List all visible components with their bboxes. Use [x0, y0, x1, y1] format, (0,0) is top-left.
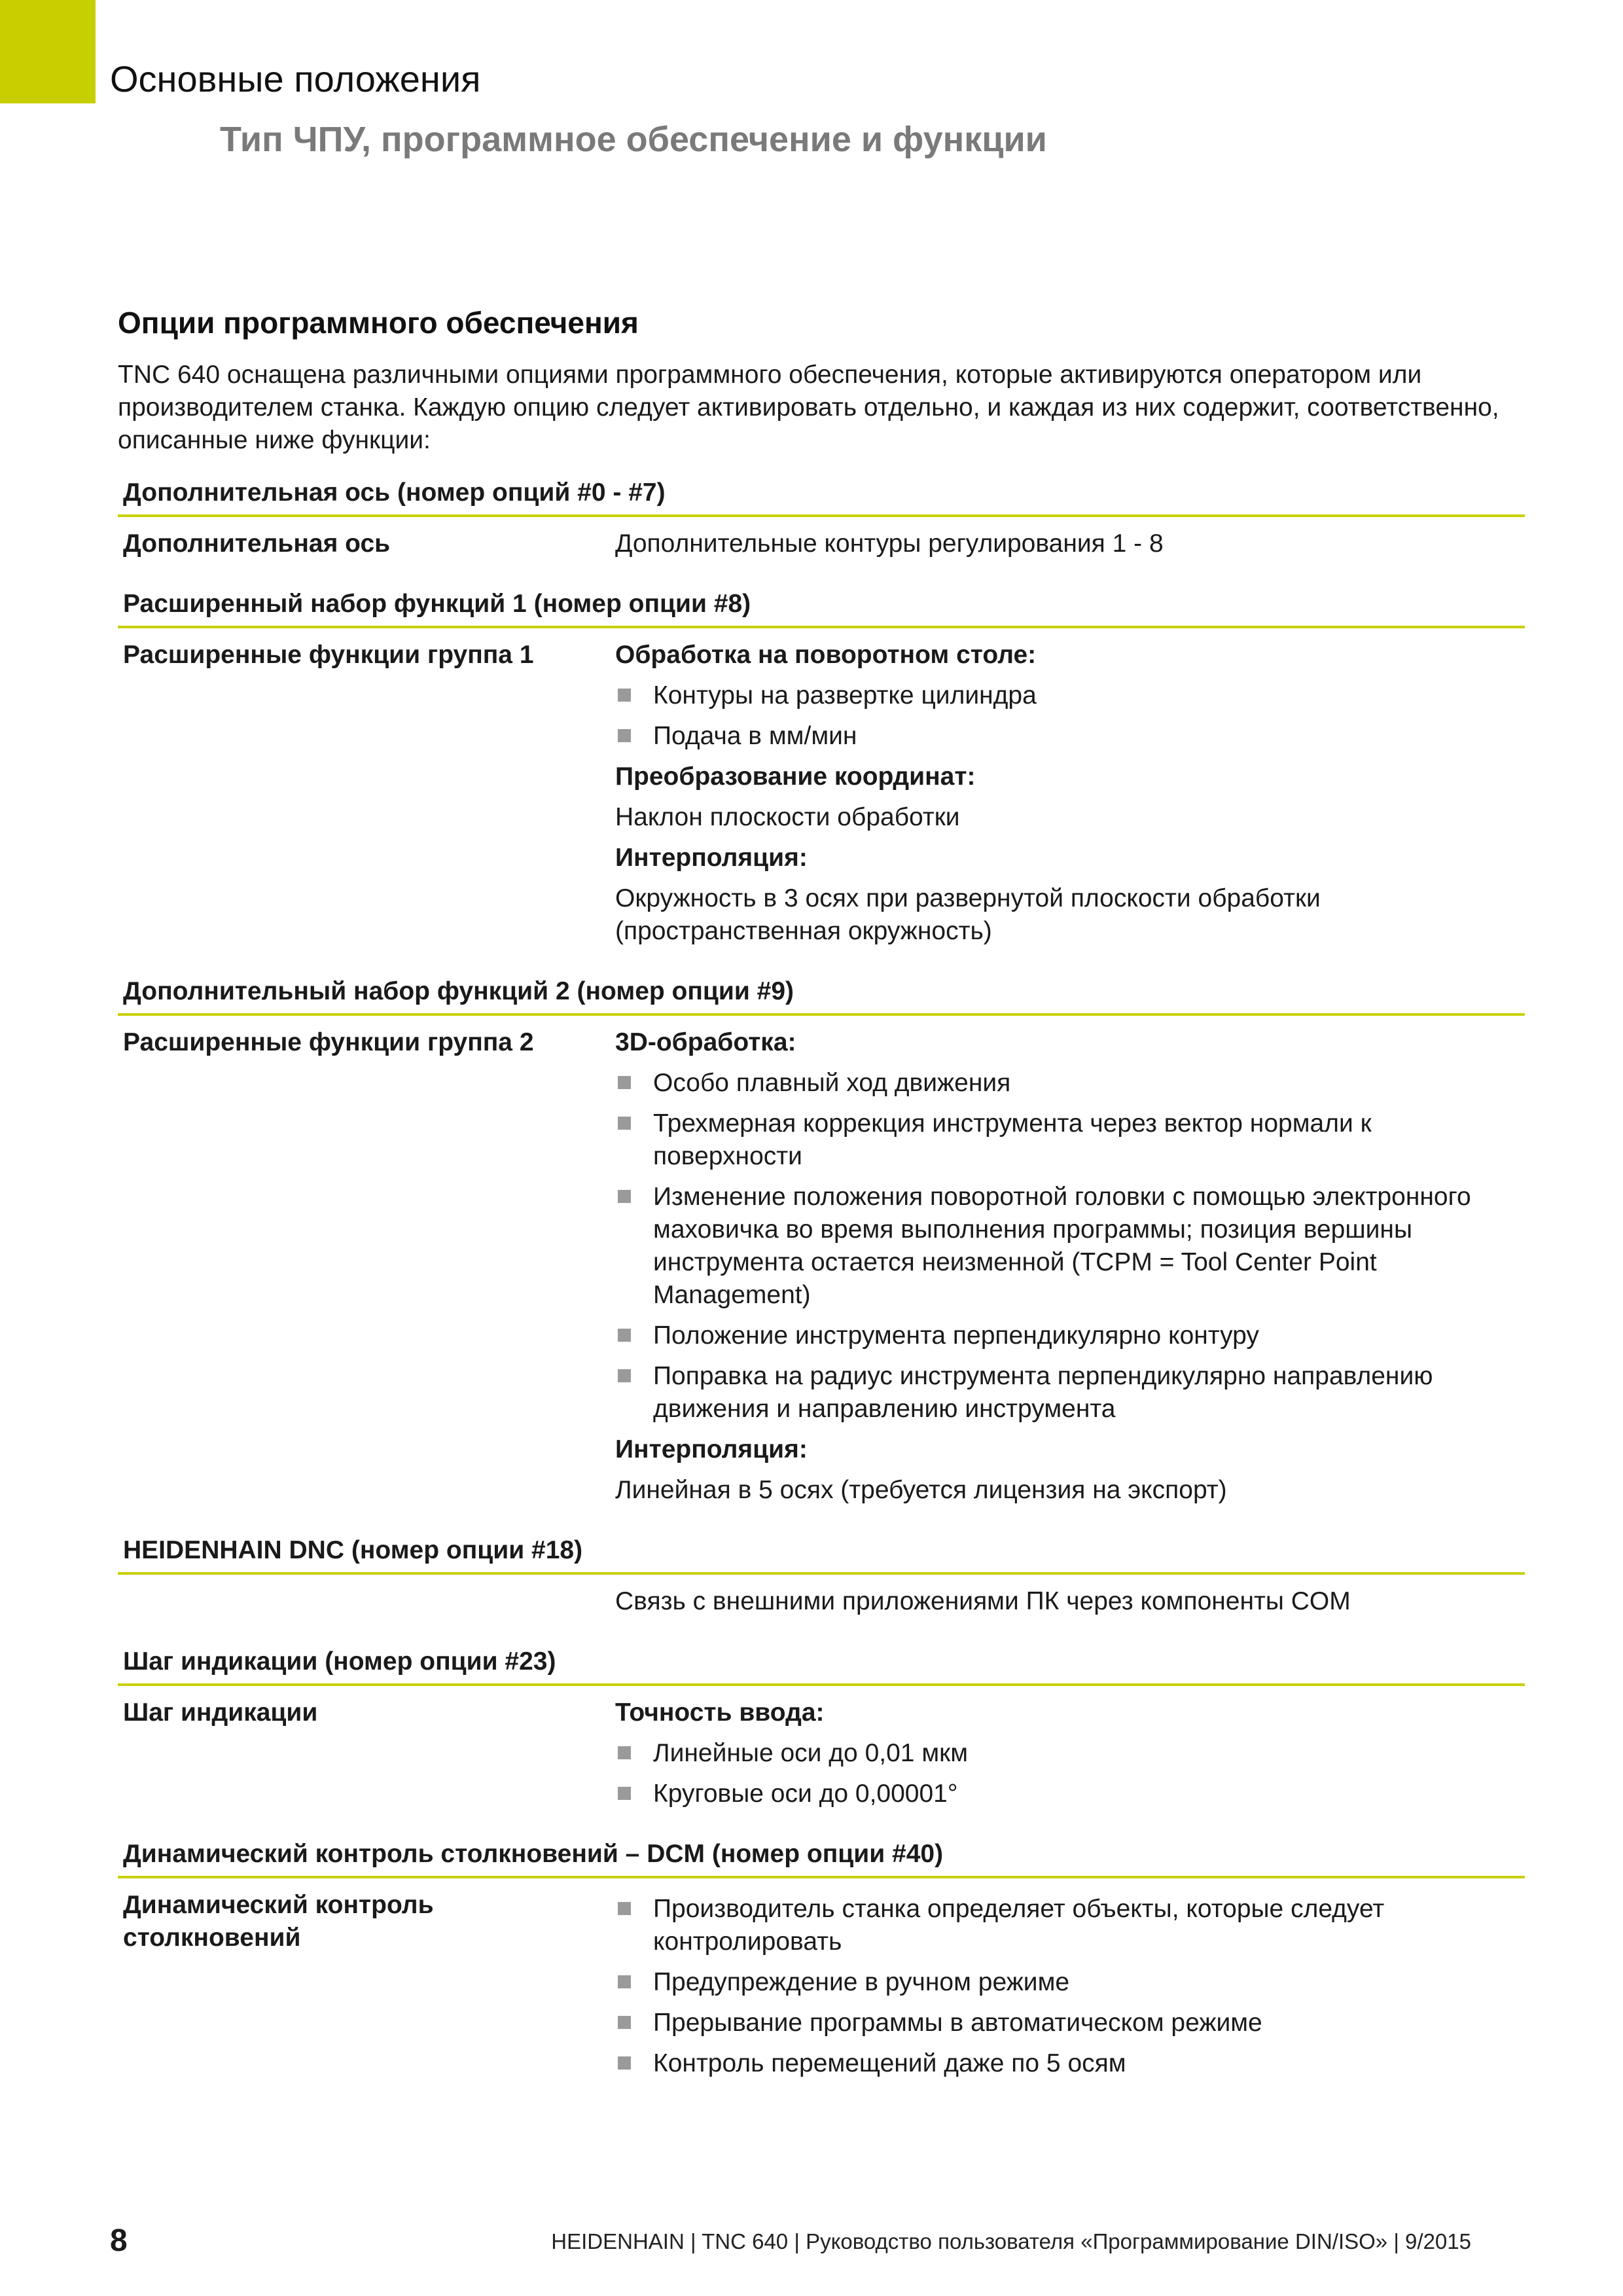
option-group	[118, 1530, 1525, 1641]
section-title: Тип ЧПУ, программное обеспечение и функции	[220, 120, 1047, 159]
list-item: Прерывание программы в автоматическом режиме	[615, 2007, 1520, 2039]
option-group-header: HEIDENHAIN DNC (номер опции #18)	[118, 1530, 1525, 1575]
description-text: Связь с внешними приложениями ПК через компоненты COM	[615, 1587, 1351, 1615]
list-item: Предупреждение в ручном режиме	[615, 1966, 1520, 1999]
option-group-header: Динамический контроль столкновений – DCM (номер опции #40)	[118, 1834, 1525, 1878]
option-group	[118, 1834, 1525, 2104]
option-row	[118, 517, 1525, 584]
bullet-list	[615, 679, 1520, 753]
option-row	[118, 1686, 1525, 1834]
bullet-list	[615, 1067, 1520, 1426]
chapter-title: Основные положения	[110, 58, 481, 99]
option-name: Динамический контроль столкновений	[123, 1891, 434, 1952]
option-row	[118, 1878, 1525, 2104]
main-content	[118, 305, 1525, 2104]
option-row	[118, 628, 1525, 971]
list-item: Контроль перемещений даже по 5 осям	[615, 2047, 1520, 2080]
list-item: Производитель станка определяет объекты, которые следует контролировать	[615, 1893, 1520, 1958]
option-group-header: Расширенный набор функций 1 (номер опции #8)	[118, 584, 1525, 628]
option-name: Расширенные функции группа 2	[123, 1028, 534, 1056]
option-description	[615, 1889, 1520, 2088]
description-text: Окружность в 3 осях при развернутой плоскости обработки (пространственная окружность)	[615, 884, 1321, 945]
list-item: Поправка на радиус инструмента перпендикулярно направлению движения и направлению инструмента	[615, 1360, 1520, 1426]
option-description	[615, 1696, 1520, 1818]
option-name: Дополнительная ось	[123, 529, 391, 558]
option-group	[118, 584, 1525, 971]
option-description	[615, 1026, 1520, 1515]
subheading: 3D-обработка:	[615, 1028, 796, 1056]
option-group	[118, 473, 1525, 584]
option-group-header: Дополнительная ось (номер опций #0 - #7)	[118, 473, 1525, 517]
page-heading: Опции программного обеспечения	[118, 306, 639, 340]
list-item: Трехмерная коррекция инструмента через вектор нормали к поверхности	[615, 1107, 1520, 1173]
bullet-list	[615, 1893, 1520, 2080]
option-row	[118, 1016, 1525, 1530]
subheading: Обработка на поворотном столе:	[615, 641, 1037, 669]
subheading: Преобразование координат:	[615, 762, 976, 791]
description-text: Линейная в 5 осях (требуется лицензия на экспорт)	[615, 1476, 1227, 1504]
option-row	[118, 1575, 1525, 1641]
option-group-header: Шаг индикации (номер опции #23)	[118, 1641, 1525, 1686]
intro-paragraph: TNC 640 оснащена различными опциями программного обеспечения, которые активируются оператором или производителем станка. Каждую опцию следует активировать отдельно, и каждая из них содержит, соответственно, описанные ниже функции:	[118, 361, 1499, 454]
description-text: Наклон плоскости обработки	[615, 803, 960, 831]
option-group-header: Дополнительный набор функций 2 (номер опции #9)	[118, 971, 1525, 1016]
chapter-color-tab	[0, 0, 96, 103]
option-description	[615, 528, 1520, 568]
option-groups	[118, 473, 1525, 2104]
option-group	[118, 1641, 1525, 1834]
description-text: Дополнительные контуры регулирования 1 - 8	[615, 529, 1164, 558]
list-item: Подача в мм/мин	[615, 720, 1520, 753]
option-name: Расширенные функции группа 1	[123, 641, 534, 669]
list-item: Изменение положения поворотной головки с помощью электронного маховичка во время выполнения программы; позиция вершины инструмента остается неизменной (TCPM = Tool Center Point Management)	[615, 1181, 1520, 1312]
list-item: Круговые оси до 0,00001°	[615, 1778, 1520, 1810]
option-description	[615, 1585, 1520, 1626]
list-item: Линейные оси до 0,01 мкм	[615, 1737, 1520, 1770]
subheading: Точность ввода:	[615, 1698, 825, 1727]
subheading: Интерполяция:	[615, 1435, 808, 1463]
option-group	[118, 971, 1525, 1530]
subheading: Интерполяция:	[615, 844, 808, 872]
list-item: Контуры на развертке цилиндра	[615, 679, 1520, 712]
list-item: Положение инструмента перпендикулярно контуру	[615, 1319, 1520, 1352]
page-number: 8	[110, 2223, 128, 2258]
list-item: Особо плавный ход движения	[615, 1067, 1520, 1100]
footer-text: HEIDENHAIN | TNC 640 | Руководство пользователя «Программирование DIN/ISO» | 9/2015	[551, 2229, 1471, 2253]
option-description	[615, 639, 1520, 956]
option-name: Шаг индикации	[123, 1698, 318, 1727]
bullet-list	[615, 1737, 1520, 1810]
option-name	[123, 1585, 615, 1626]
